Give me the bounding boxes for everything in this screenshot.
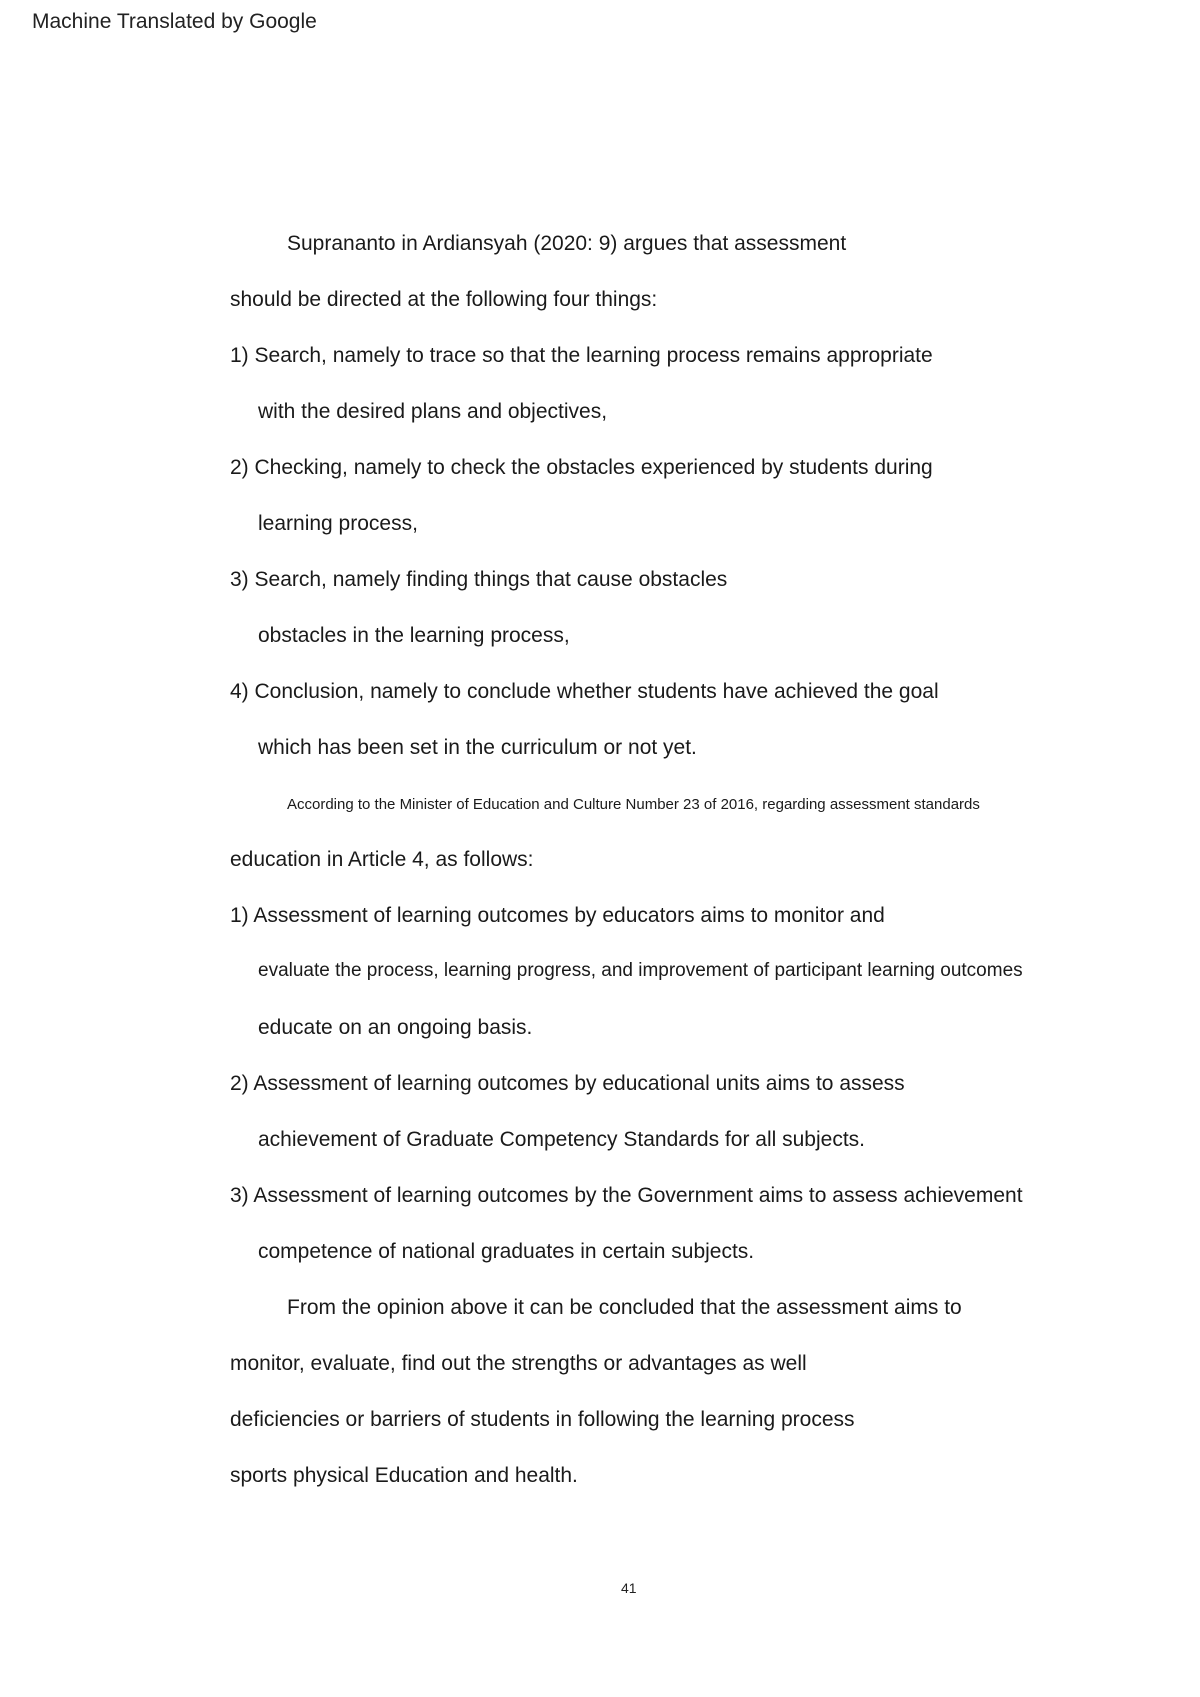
paragraph-line: According to the Minister of Education and Culture Number 23 of 2016, regarding assessment standards — [287, 796, 980, 813]
paragraph-line: education in Article 4, as follows: — [230, 848, 534, 871]
list-item-line: 2) Checking, namely to check the obstacles experienced by students during — [230, 456, 933, 479]
list-item-line: competence of national graduates in certain subjects. — [258, 1240, 755, 1263]
page-number: 41 — [621, 1580, 637, 1596]
paragraph-line: monitor, evaluate, find out the strengths or advantages as well — [230, 1352, 807, 1375]
paragraph-line: Suprananto in Ardiansyah (2020: 9) argues that assessment — [287, 232, 847, 255]
paragraph-line: sports physical Education and health. — [230, 1464, 578, 1487]
list-item-line: 2) Assessment of learning outcomes by educational units aims to assess — [230, 1072, 905, 1095]
list-item-line: 3) Assessment of learning outcomes by the Government aims to assess achievement — [230, 1184, 1023, 1207]
list-item-line: with the desired plans and objectives, — [258, 400, 608, 423]
paragraph-line: deficiencies or barriers of students in following the learning process — [230, 1408, 855, 1431]
list-item-line: 1) Search, namely to trace so that the learning process remains appropriate — [230, 344, 933, 367]
list-item-line: obstacles in the learning process, — [258, 624, 570, 647]
list-item-line: educate on an ongoing basis. — [258, 1016, 533, 1039]
list-item-line: 1) Assessment of learning outcomes by educators aims to monitor and — [230, 904, 885, 927]
list-item-line: achievement of Graduate Competency Standards for all subjects. — [258, 1128, 865, 1151]
paragraph-line: From the opinion above it can be concluded that the assessment aims to — [287, 1296, 962, 1319]
paragraph-line: should be directed at the following four things: — [230, 288, 658, 311]
list-item-line: which has been set in the curriculum or not yet. — [258, 736, 697, 759]
list-item-line: 3) Search, namely finding things that cause obstacles — [230, 568, 728, 591]
list-item-line: evaluate the process, learning progress, and improvement of participant learning outcomes — [258, 960, 1023, 981]
list-item-line: learning process, — [258, 512, 418, 535]
machine-translation-banner: Machine Translated by Google — [32, 10, 317, 33]
list-item-line: 4) Conclusion, namely to conclude whether students have achieved the goal — [230, 680, 939, 703]
